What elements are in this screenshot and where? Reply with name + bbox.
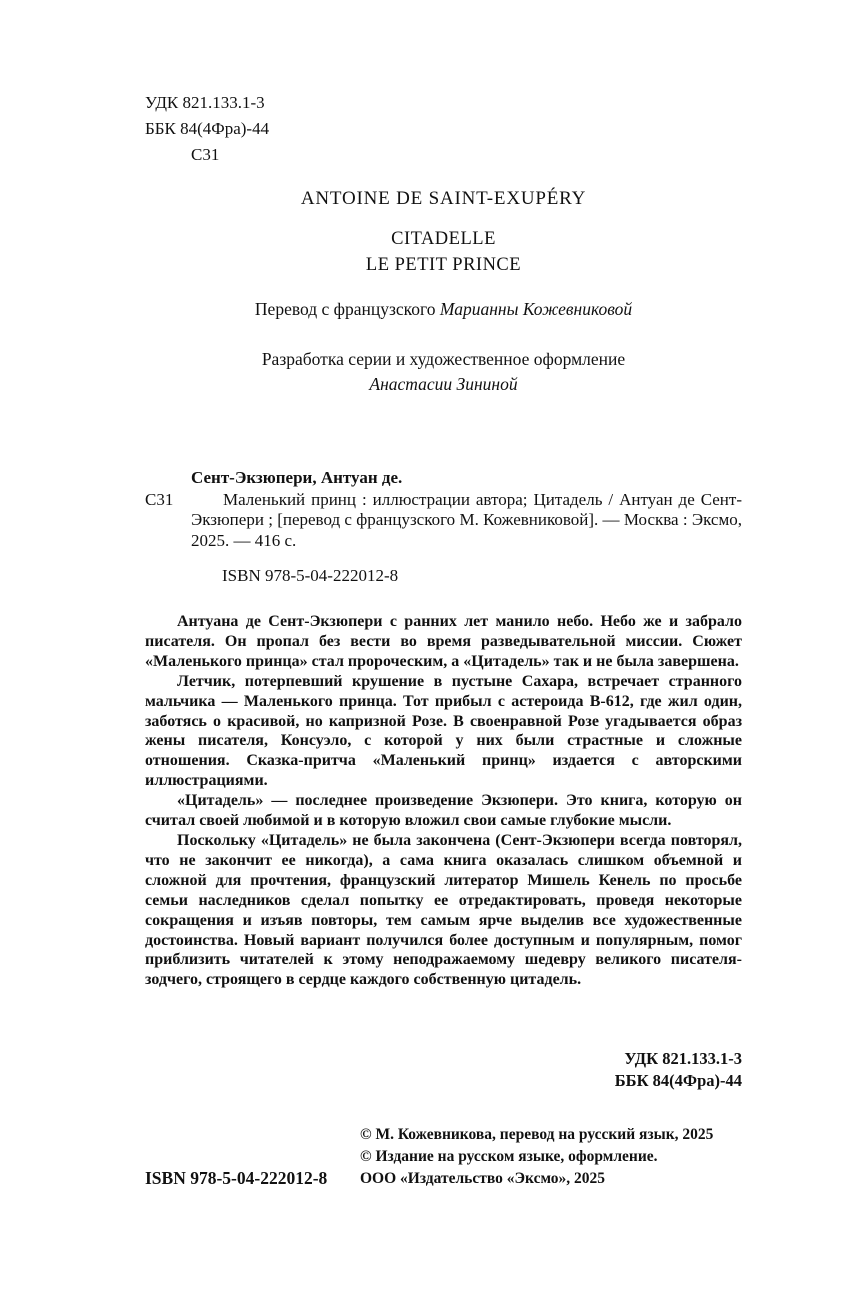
udc-top-line: УДК 821.133.1-3 xyxy=(145,93,265,112)
footer-codes-block xyxy=(145,1048,742,1092)
bbk-top-line: ББК 84(4Фра)-44 xyxy=(145,119,270,138)
bibliographic-record xyxy=(145,468,742,587)
translation-prefix: Перевод с французского xyxy=(254,299,440,319)
copyright-line-translator: © М. Кожевникова, перевод на русский язык, 2025 xyxy=(360,1126,714,1143)
designer-name: Анастасии Зининой xyxy=(369,374,518,394)
imprint-code-top: С31 xyxy=(191,145,220,164)
footer-udc: УДК 821.133.1-3 xyxy=(624,1049,742,1068)
latin-author: ANTOINE DE SAINT-EXUPÉRY xyxy=(300,188,587,209)
copyright-line-publisher: ООО «Издательство «Эксмо», 2025 xyxy=(360,1170,606,1187)
biblio-description: Маленький принц : иллюстрации автора; Цитадель / Антуан де Сент-Экзюпери ; [перевод с французского М. Кожевниковой]. — Москва : Эксмо, 2025. — 416 с. xyxy=(191,489,742,550)
series-design-line: Разработка серии и художественное оформление xyxy=(261,349,626,369)
copyright-line-edition: © Издание на русском языке, оформление. xyxy=(360,1148,658,1165)
annotation-paragraph: Поскольку «Цитадель» не была закончена (Сент-Экзюпери всегда повторял, что не закончит ее никогда), а сама книга оказалась слишком объемной и сложной для прочтения, французский литератор Мишель Кенель по просьбе семьи наследников сделал попытку ее отредактировать, проведя некоторые сокращения и изъяв повторы, тем самым ярче выделив все художественные достоинства. Новый вариант получился более доступным и популярным, помог приблизить читателей к этому неподражаемому шедевру великого писателя-зодчего, строящего в сердце каждого собственную цитадель. xyxy=(145,831,742,989)
biblio-code: С31 xyxy=(145,489,174,509)
biblio-isbn: ISBN 978-5-04-222012-8 xyxy=(222,566,399,586)
latin-title-petit-prince: LE PETIT PRINCE xyxy=(365,255,522,275)
annotation-paragraph: Летчик, потерпевший крушение в пустыне Сахара, встречает странного мальчика — Маленького принца. Тот прибыл с астероида В-612, где жил один, заботясь о красивой, но капризной Розе. В своенравной Розе угадывается образ жены писателя, Консуэло, с которой у них были страстные и сложные отношения. Сказка-притча «Маленький принц» издается с авторскими иллюстрациями. xyxy=(145,672,742,790)
annotation-paragraph: «Цитадель» — последнее произведение Экзюпери. Это книга, которую он считал своей любимой и в которую вложил свои самые глубокие мысли. xyxy=(145,792,742,830)
annotation-paragraph: Антуана де Сент-Экзюпери с ранних лет манило небо. Небо же и забрало писателя. Он пропал без вести во время разведывательной миссии. Сюжет «Маленького принца» стал пророческим, а «Цитадель» так и не была завершена. xyxy=(145,613,742,670)
translator-name: Марианны Кожевниковой xyxy=(439,299,633,319)
footer-bbk: ББК 84(4Фра)-44 xyxy=(614,1071,742,1090)
copyright-lines xyxy=(360,1124,742,1190)
title-block xyxy=(145,188,742,397)
copyright-block xyxy=(145,1124,742,1190)
bottom-isbn: ISBN 978-5-04-222012-8 xyxy=(145,1168,328,1188)
latin-title-citadelle: CITADELLE xyxy=(391,229,496,249)
annotation-block xyxy=(145,612,742,990)
top-codes-block xyxy=(145,90,742,168)
biblio-row xyxy=(145,490,742,552)
design-block xyxy=(145,347,742,397)
biblio-author: Сент-Экзюпери, Антуан де. xyxy=(191,468,403,487)
translation-line xyxy=(145,299,742,320)
latin-titles xyxy=(145,226,742,278)
